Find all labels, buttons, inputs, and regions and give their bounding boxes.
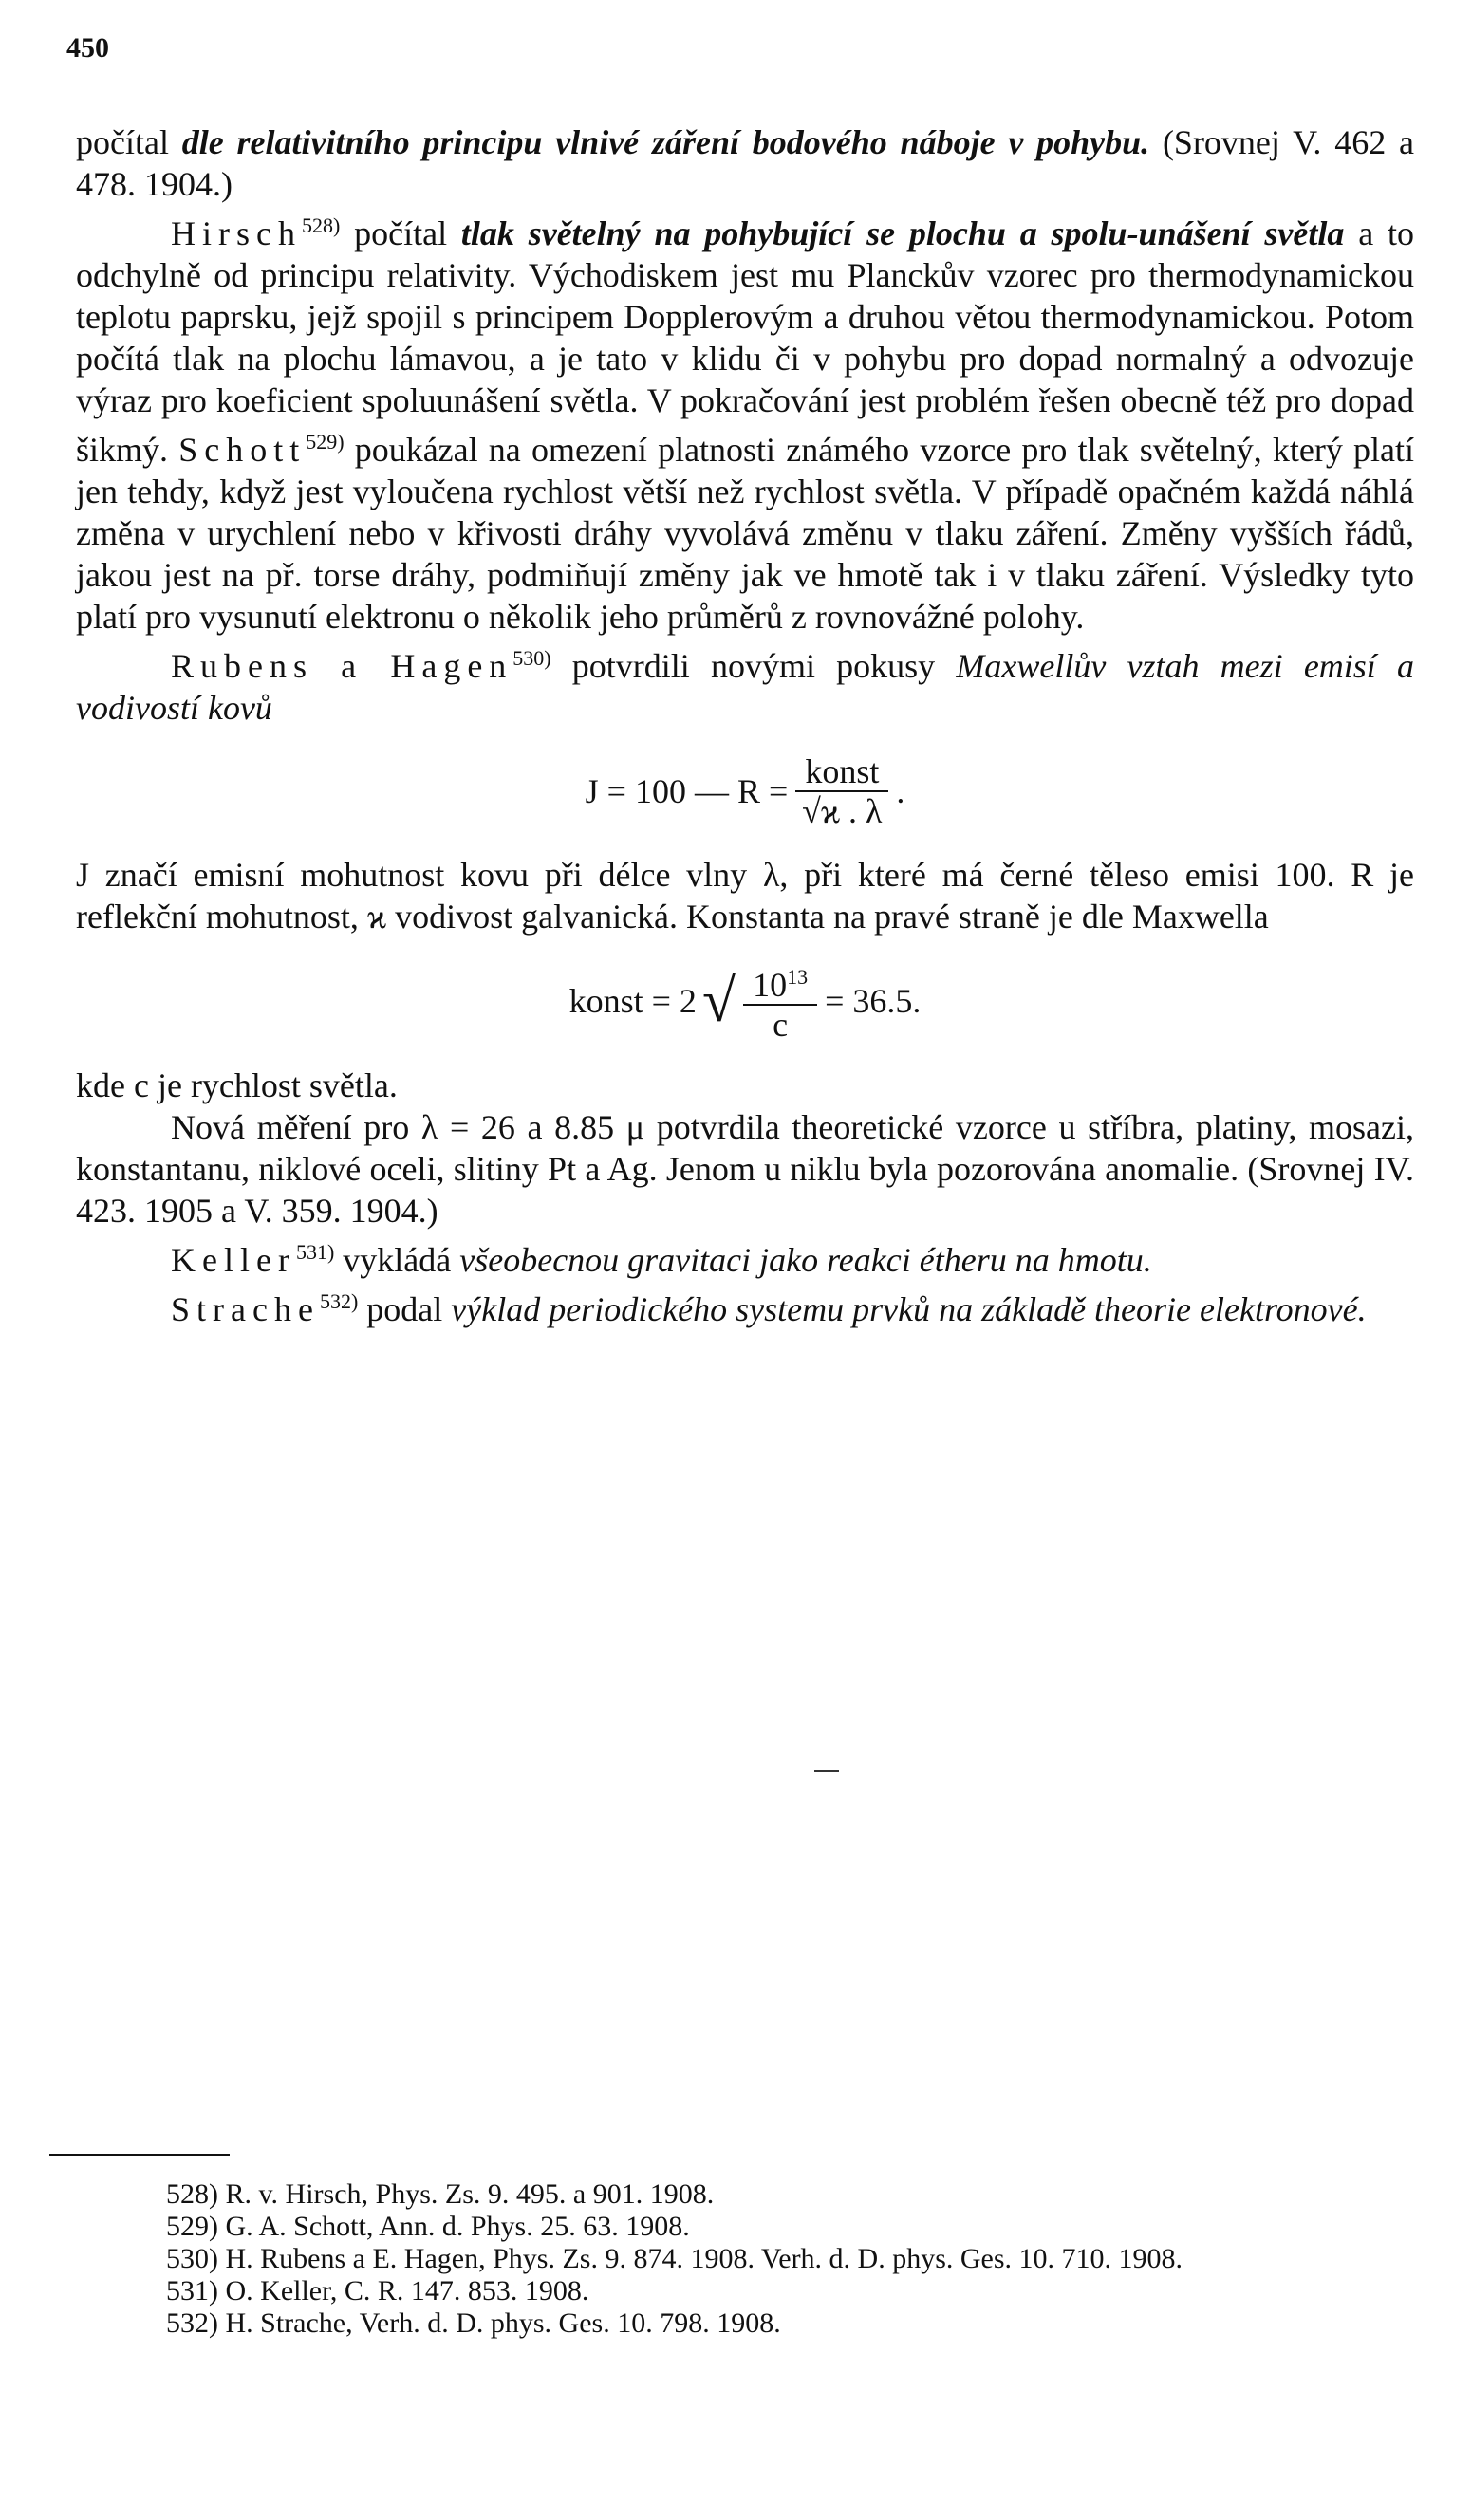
author-name: Rubens a Hagen bbox=[171, 647, 513, 685]
footnote: 532) H. Strache, Verh. d. D. phys. Ges. 10. 798. 1908. bbox=[166, 2307, 781, 2339]
section-dash bbox=[814, 1770, 839, 1772]
paragraph-1: počítal dle relativitního principu vlnivé záření bodového náboje v pohybu. (Srovnej V. 462 a 478. 1904.) bbox=[76, 123, 1414, 203]
footnote-ref: 528) bbox=[301, 213, 341, 237]
body-text bbox=[76, 121, 1414, 1330]
footnote: 529) G. A. Schott, Ann. d. Phys. 25. 63. 1908. bbox=[166, 2211, 690, 2242]
paragraph-hirsch: Hirsch$^{528)}$ počítal tlak světelný na pohybující se plochu a spolu-unášení světla a to odchylně od principu relativity. Východiskem jest mu Planckův vzorec pro thermodynamickou teplotu paprsku, jejž spojil s principem Dopplerovým a druhou větou thermodynamickou. Potom počítá tlak na plochu lámavou, a je tato v klidu či v pohybu pro dopad normalný a odvozuje výraz pro koeficient spoluunášení světla. V pokračování jest problém řešen obecně též pro dopad šikmý. Schott$^{529)}$ poukázal na omezení platnosti známého vzorce pro tlak světelný, který platí jen tehdy, když jest vyloučena rychlost větší než rychlost světla. V případě opačném každá náhlá změna v urychlení nebo v křivosti dráhy vyvolává změnu v tlaku záření. Změny vyšších řádů, jakou jest na př. torse dráhy, podmiňují změny jak ve hmotě tak i v tlaku záření. Výsledky tyto platí pro vysunutí elektronu o několik jeho průměrů z rovnovážné polohy. bbox=[76, 213, 1415, 636]
author-name: Schott bbox=[178, 431, 307, 469]
footnote-ref: 529) bbox=[306, 430, 345, 454]
sqrt-icon: √ bbox=[701, 967, 736, 1034]
author-name: Keller bbox=[171, 1241, 296, 1279]
paragraph-strache: Strache$^{532)}$ podal výklad periodického systemu prvků na základě theorie elektronové. bbox=[171, 1289, 1367, 1328]
paragraph-definitions: J značí emisní mohutnost kovu při délce vlny λ, při které má černé těleso emisi 100. R je reflekční mohutnost, ϰ vodivost galvanická. Konstanta na pravé straně je dle Maxwella bbox=[76, 856, 1414, 936]
equation-emission: J = 100 — R = $\frac{\text{konst}}{√ϰ . \lambda}$ . bbox=[585, 752, 905, 830]
author-name: Strache bbox=[171, 1290, 320, 1328]
footnote: 530) H. Rubens a E. Hagen, Phys. Zs. 9. 874. 1908. Verh. d. D. phys. Ges. 10. 710. 1908. bbox=[166, 2243, 1183, 2274]
paragraph-c: kde c je rychlost světla. bbox=[76, 1066, 398, 1104]
topic-text: dle relativitního principu vlnivé záření bodového náboje v pohybu. bbox=[181, 123, 1150, 161]
equation-constant: konst = 2 √ $\frac{10^{13}}{c}$ = 36.5. bbox=[76, 949, 1414, 1053]
footnote-ref: 532) bbox=[319, 1289, 359, 1313]
footnote-ref: 530) bbox=[512, 646, 551, 670]
footnote-rule bbox=[49, 2154, 230, 2156]
page-number: 450 bbox=[66, 32, 109, 64]
footnote: 531) O. Keller, C. R. 147. 853. 1908. bbox=[166, 2275, 589, 2307]
footnotes bbox=[76, 2178, 1414, 2340]
paragraph-rubens: Rubens a Hagen$^{530)}$ potvrdili novými pokusy Maxwellův vztah mezi emisí a vodivostí kovů bbox=[76, 646, 1414, 727]
footnote: 528) R. v. Hirsch, Phys. Zs. 9. 495. a 901. 1908. bbox=[166, 2178, 715, 2210]
footnote-ref: 531) bbox=[295, 1240, 335, 1264]
paragraph-measurements: Nová měření pro λ = 26 a 8.85 μ potvrdila theoretické vzorce u stříbra, platiny, mosazi, konstantanu, niklové oceli, slitiny Pt a Ag. Jenom u niklu byla pozorována anomalie. (Srovnej IV. 423. 1905 a V. 359. 1904.) bbox=[76, 1108, 1414, 1230]
author-name: Hirsch bbox=[171, 214, 302, 252]
paragraph-keller: Keller$^{531)}$ vykládá všeobecnou gravitaci jako reakci étheru na hmotu. bbox=[171, 1240, 1152, 1279]
